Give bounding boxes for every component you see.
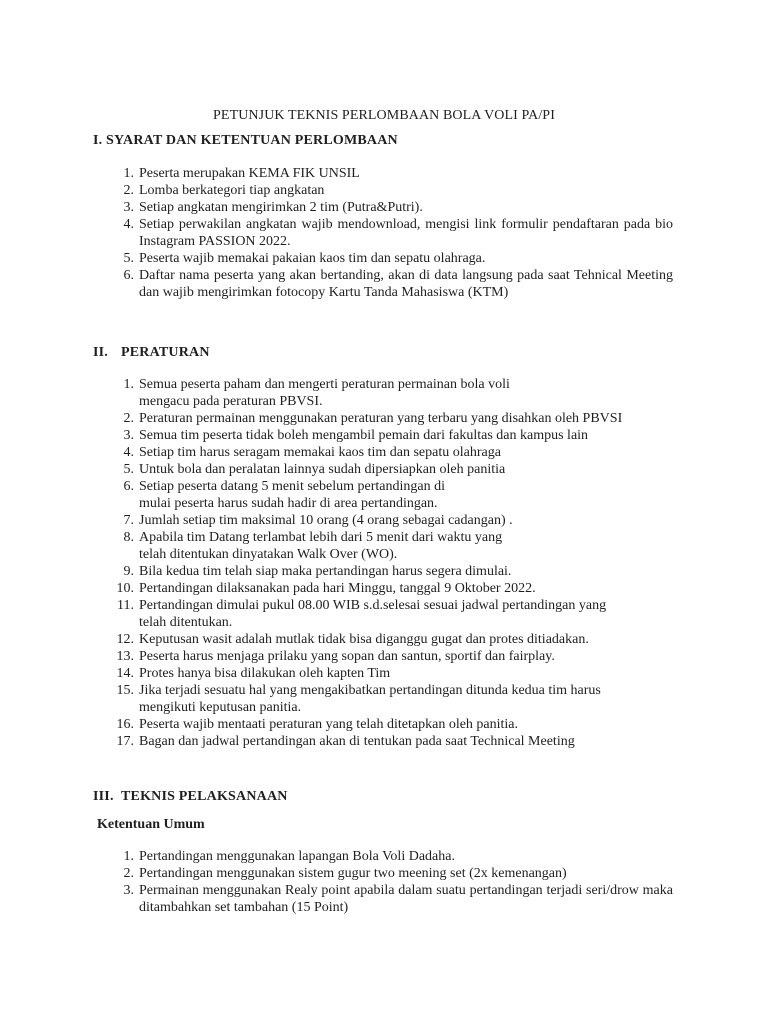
list-text-continued: telah ditentukan dinyatakan Walk Over (WO). [139,547,398,562]
list-text-continued: mulai peserta harus sudah hadir di area pertandingan. [139,496,438,511]
list-text: Permainan menggunakan Realy point apabila dalam suatu pertandingan terjadi seri/drow maka ditambahkan set tambahan (15 Point) [139,883,673,915]
list-item [0,427,673,444]
list-number: 5. [123,462,134,477]
list-item [0,410,673,427]
list-item [0,165,673,182]
list-item [0,563,673,580]
list-item [0,716,673,733]
section-2-number: II. [93,345,108,360]
list-item [0,529,673,563]
list-number: 16. [116,717,134,732]
list-number: 2. [123,866,134,881]
list-item [0,580,673,597]
list-number: 1. [123,166,134,181]
list-number: 11. [117,598,134,613]
section-2-list [0,376,768,750]
list-item [0,631,673,648]
list-number: 8. [123,530,134,545]
list-text: Bagan dan jadwal pertandingan akan di tentukan pada saat Technical Meeting [139,734,575,749]
list-item [0,512,673,529]
list-text: Setiap angkatan mengirimkan 2 tim (Putra&Putri). [139,200,423,215]
list-text: Peserta wajib mentaati peraturan yang telah ditetapkan oleh panitia. [139,717,519,732]
list-item [0,267,673,301]
list-text: Setiap perwakilan angkatan wajib mendownload, mengisi link formulir pendaftaran pada bio Instagram PASSION 2022. [139,217,673,249]
list-text: Semua tim peserta tidak boleh mengambil pemain dari fakultas dan kampus lain [139,428,589,443]
list-text: Peserta merupakan KEMA FIK UNSIL [139,166,360,181]
list-number: 3. [123,883,134,898]
list-item [0,882,673,916]
list-number: 15. [116,683,134,698]
list-number: 2. [123,411,134,426]
list-number: 1. [123,377,134,392]
list-number: 5. [123,251,134,266]
list-item [0,597,673,631]
list-item [0,848,673,865]
list-text-continued: telah ditentukan. [139,615,233,630]
section-2-title: PERATURAN [121,345,210,360]
section-3-title: TEKNIS PELAKSANAAN [121,789,288,804]
list-number: 10. [116,581,134,596]
list-item [0,182,673,199]
list-text: Apabila tim Datang terlambat lebih dari 5 menit dari waktu yang [139,530,503,545]
list-text: Peserta wajib memakai pakaian kaos tim dan sepatu olahraga. [139,251,486,266]
list-number: 3. [123,428,134,443]
list-text: Setiap peserta datang 5 menit sebelum pertandingan di [139,479,445,494]
list-text: Semua peserta paham dan mengerti peraturan permainan bola voli [139,377,510,392]
list-text-continued: mengikuti keputusan panitia. [139,700,302,715]
list-item [0,250,673,267]
list-number: 6. [123,479,134,494]
section-3-subheading: Ketentuan Umum [97,817,205,832]
list-number: 3. [123,200,134,215]
list-number: 9. [123,564,134,579]
list-text: Bila kedua tim telah siap maka pertandingan harus segera dimulai. [139,564,512,579]
section-1-heading: I. SYARAT DAN KETENTUAN PERLOMBAAN [93,133,398,148]
list-item [0,865,673,882]
list-text: Pertandingan menggunakan lapangan Bola Voli Dadaha. [139,849,455,864]
list-number: 2. [123,183,134,198]
list-text: Protes hanya bisa dilakukan oleh kapten Tim [139,666,391,681]
list-number: 12. [116,632,134,647]
list-number: 14. [116,666,134,681]
list-item [0,216,673,250]
list-text: Jumlah setiap tim maksimal 10 orang (4 orang sebagai cadangan) . [139,513,513,528]
list-item [0,648,673,665]
list-number: 13. [116,649,134,664]
list-item [0,376,673,410]
list-number: 4. [123,217,134,232]
list-text: Keputusan wasit adalah mutlak tidak bisa diganggu gugat dan protes ditiadakan. [139,632,589,647]
list-number: 4. [123,445,134,460]
list-text: Pertandingan menggunakan sistem gugur two meening set (2x kemenangan) [139,866,567,881]
section-2-heading [93,344,210,361]
section-1-list [0,165,768,301]
list-item [0,199,673,216]
list-item [0,682,673,716]
list-item [0,444,673,461]
list-text: Daftar nama peserta yang akan bertanding, akan di data langsung pada saat Tehnical Meeting dan wajib mengirimkan fotocopy Kartu Tanda Mahasiswa (KTM) [139,268,673,300]
list-text-continued: mengacu pada peraturan PBVSI. [139,394,323,409]
list-item [0,478,673,512]
list-text: Pertandingan dimulai pukul 08.00 WIB s.d.selesai sesuai jadwal pertandingan yang [139,598,607,613]
list-text: Setiap tim harus seragam memakai kaos tim dan sepatu olahraga [139,445,501,460]
list-text: Pertandingan dilaksanakan pada hari Minggu, tanggal 9 Oktober 2022. [139,581,536,596]
list-text: Peserta harus menjaga prilaku yang sopan dan santun, sportif dan fairplay. [139,649,555,664]
list-text: Untuk bola dan peralatan lainnya sudah dipersiapkan oleh panitia [139,462,506,477]
list-item [0,733,673,750]
list-text: Jika terjadi sesuatu hal yang mengakibatkan pertandingan ditunda kedua tim harus [139,683,601,698]
list-number: 6. [123,268,134,283]
list-item [0,665,673,682]
section-3-number: III. [93,789,114,804]
list-number: 7. [123,513,134,528]
list-item [0,461,673,478]
list-number: 17. [116,734,134,749]
document-title: PETUNJUK TEKNIS PERLOMBAAN BOLA VOLI PA/PI [213,108,555,123]
section-3-heading [93,788,288,805]
section-3-list [0,848,768,916]
list-number: 1. [123,849,134,864]
list-text: Peraturan permainan menggunakan peraturan yang terbaru yang disahkan oleh PBVSI [139,411,623,426]
list-text: Lomba berkategori tiap angkatan [139,183,325,198]
